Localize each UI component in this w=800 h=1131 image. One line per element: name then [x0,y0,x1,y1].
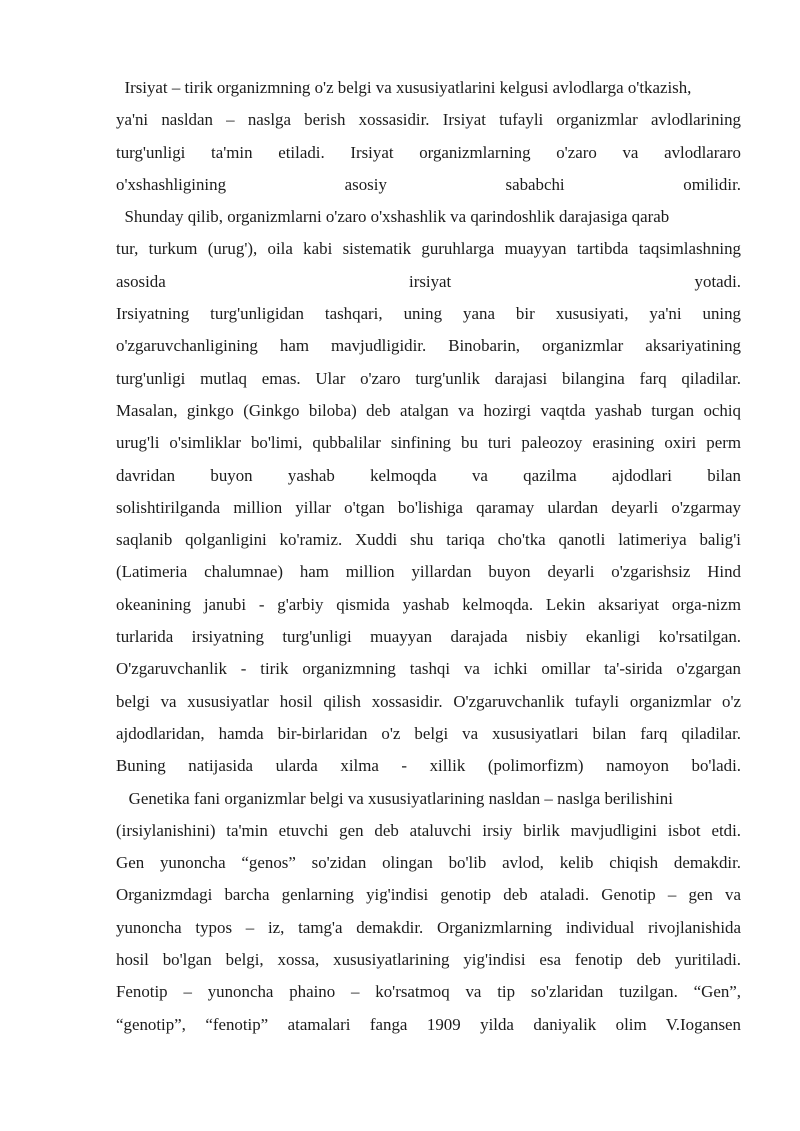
text-line: yunoncha typos – iz, tamg'a demakdir. Organizmlarning individual rivojlanishida [116,917,741,937]
text-line: belgi va xususiyatlar hosil qilish xossasidir. O'zgaruvchanlik tufayli organizmlar o'z [116,691,741,711]
text-line: tur, turkum (urug'), oila kabi sistematik guruhlarga muayyan tartibda taqsimlashning [116,239,741,259]
text-line: o'xshashligining asosiy sababchi omilidir. [116,174,741,194]
text-line: okeanining janubi - g'arbiy qismida yashab kelmoqda. Lekin aksariyat orga-nizm [116,594,741,614]
text-line: Fenotip – yunoncha phaino – ko'rsatmoq va tip so'zlaridan tuzilgan. “Gen”, [116,982,741,1002]
text-line: o'zgaruvchanligining ham mavjudligidir. Binobarin, organizmlar aksariyatining [116,336,741,356]
text-line: Masalan, ginkgo (Ginkgo biloba) deb atalgan va hozirgi vaqtda yashab turgan ochiq [116,400,741,420]
text-line: ajdodlaridan, hamda bir-birlaridan o'z belgi va xususiyatlari bilan farq qiladilar. [116,723,741,743]
text-line: “genotip”, “fenotip” atamalari fanga 1909 yilda daniyalik olim V.Iogansen [116,1014,741,1034]
text-line: (irsiylanishini) ta'min etuvchi gen deb ataluvchi irsiy birlik mavjudligini isbot etdi. [116,820,741,840]
text-line: Buning natijasida ularda xilma - xillik (polimorfizm) namoyon bo'ladi. [116,756,741,776]
text-line: saqlanib qolganligini ko'ramiz. Xuddi shu tariqa cho'tka qanotli latimeriya balig'i [116,530,741,550]
text-line: solishtirilganda million yillar o'tgan bo'lishiga qaramay ulardan deyarli o'zgarmay [116,497,741,517]
text-line: Irsiyatning turg'unligidan tashqari, uning yana bir xususiyati, ya'ni uning [116,304,741,324]
text-line: turg'unligi ta'min etiladi. Irsiyat organizmlarning o'zaro va avlodlararo [116,142,741,162]
text-line: davridan buyon yashab kelmoqda va qazilma ajdodlari bilan [116,465,741,485]
body-text [116,72,741,1041]
text-line: urug'li o'simliklar bo'limi, qubbalilar sinfining bu turi paleozoy erasining oxiri perm [116,433,741,453]
text-line: O'zgaruvchanlik - tirik organizmning tashqi va ichki omillar ta'-sirida o'zgargan [116,659,741,679]
text-line: hosil bo'lgan belgi, xossa, xususiyatlarining yig'indisi esa fenotip deb yuritiladi. [116,950,741,970]
text-line: Gen yunoncha “genos” so'zidan olingan bo'lib avlod, kelib chiqish demakdir. [116,853,741,873]
text-line: turlarida irsiyatning turg'unligi muayyan darajada nisbiy ekanligi ko'rsatilgan. [116,627,741,647]
text-line: Irsiyat – tirik organizmning o'z belgi va xususiyatlarini kelgusi avlodlarga o'tkazish, [116,78,692,97]
text-line: Genetika fani organizmlar belgi va xususiyatlarining nasldan – naslga berilishini [116,788,673,808]
text-line: turg'unligi mutlaq emas. Ular o'zaro turg'unlik darajasi bilangina farq qiladilar. [116,368,741,388]
text-line: Organizmdagi barcha genlarning yig'indisi genotip deb ataladi. Genotip – gen va [116,885,741,905]
text-line: ya'ni nasldan – naslga berish xossasidir. Irsiyat tufayli organizmlar avlodlarining [116,110,741,130]
text-line: asosida irsiyat yotadi. [116,271,741,291]
text-line: Shunday qilib, organizmlarni o'zaro o'xshashlik va qarindoshlik darajasiga qarab [116,207,670,227]
text-line: (Latimeria chalumnae) ham million yillardan buyon deyarli o'zgarishsiz Hind [116,562,741,582]
